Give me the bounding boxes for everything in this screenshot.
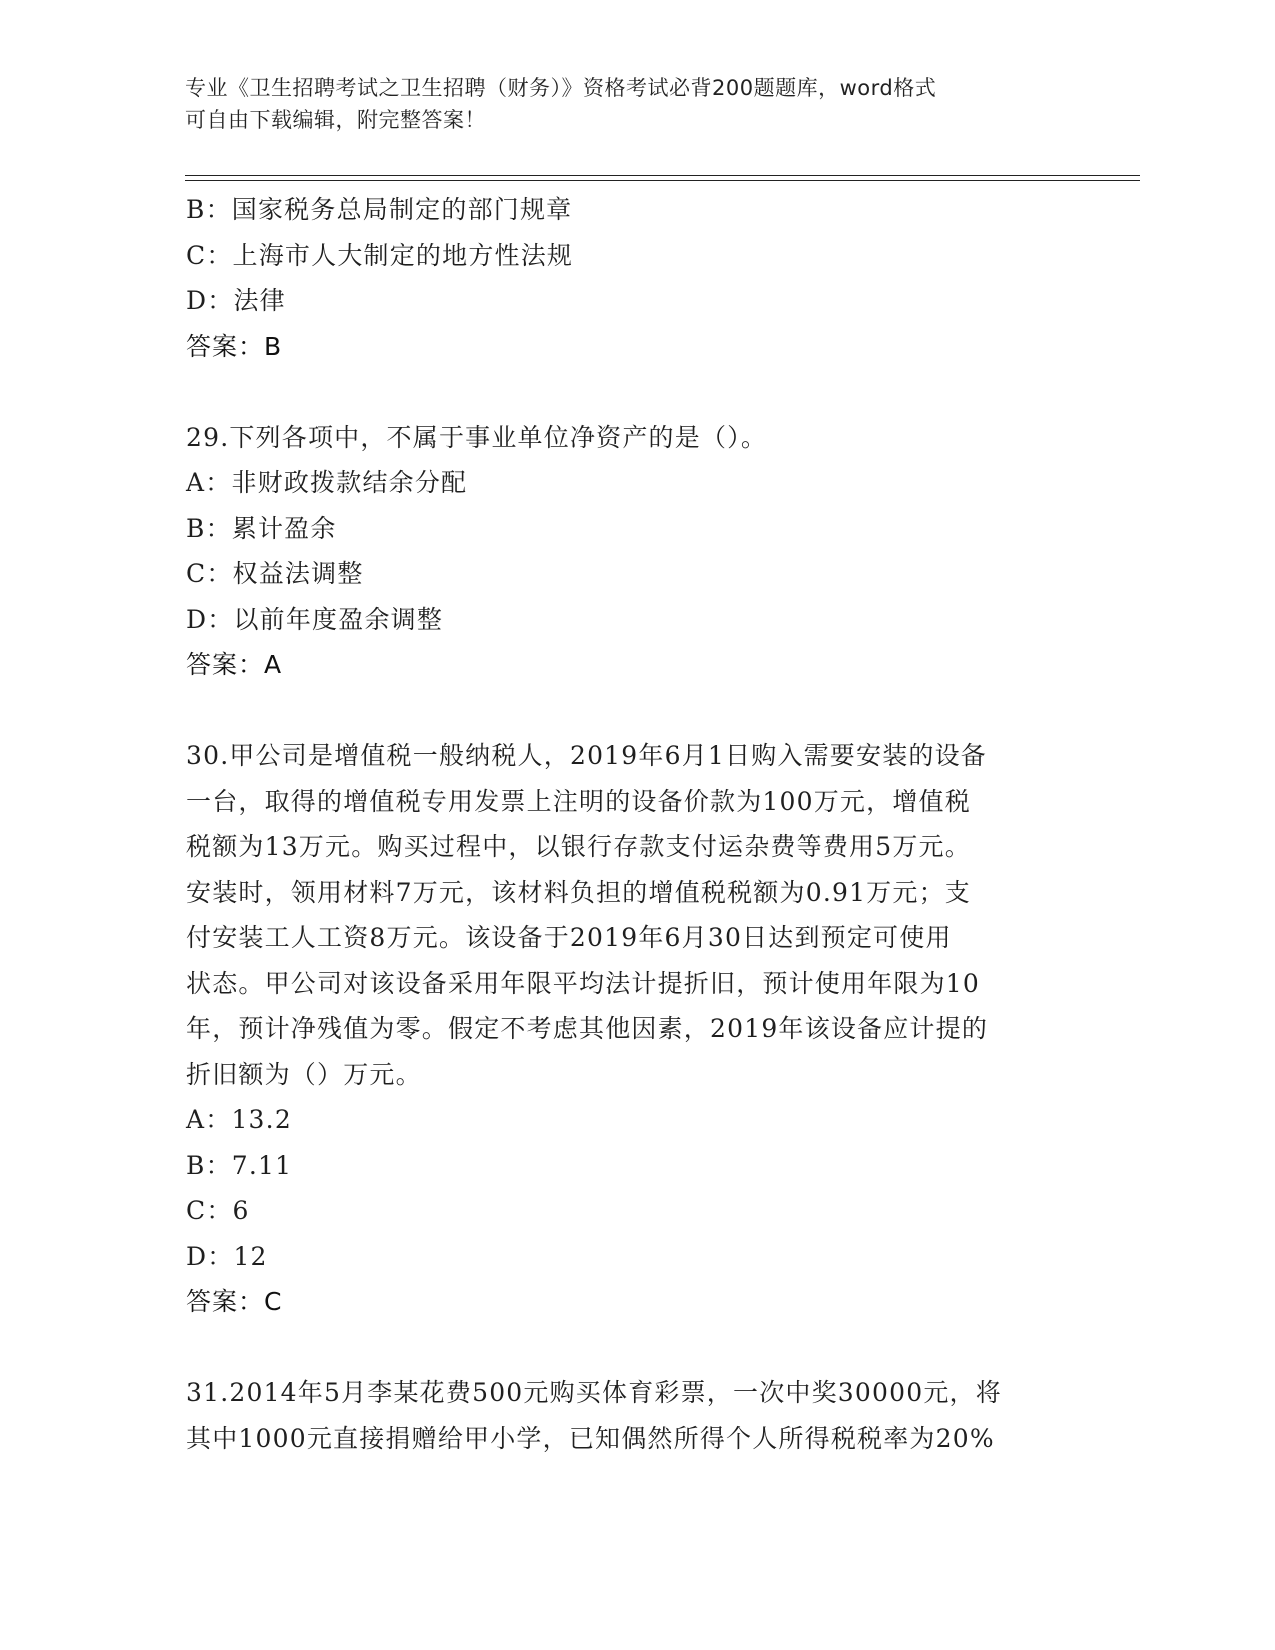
option-c: C：上海市人大制定的地方性法规: [186, 240, 574, 270]
header-rule-bottom: [185, 180, 1140, 181]
document-header: [185, 72, 1065, 136]
question-29: [186, 415, 1086, 688]
question-31: [186, 1370, 1086, 1461]
question-line: 年，预计净残值为零。假定不考虑其他因素，2019年该设备应计提的: [186, 1014, 989, 1043]
question-line: 折旧额为（）万元。: [186, 1059, 422, 1089]
question-28-tail: [186, 187, 1086, 369]
answer-label: 答案：A: [186, 650, 283, 679]
question-30: [186, 733, 1086, 1325]
question-text: 29.下列各项中，不属于事业单位净资产的是（）。: [186, 422, 768, 452]
question-line: 30.甲公司是增值税一般纳税人，2019年6月1日购入需要安装的设备: [186, 741, 987, 770]
header-title-line-1: 专业《卫生招聘考试之卫生招聘（财务）》资格考试必背200题题库，word格式: [185, 76, 937, 100]
question-line: 状态。甲公司对该设备采用年限平均法计提折旧，预计使用年限为10: [186, 968, 981, 998]
question-line: 付安装工人工资8万元。该设备于2019年6月30日达到预定可使用: [186, 923, 952, 952]
question-line: 一台，取得的增值税专用发票上注明的设备价款为100万元，增值税: [186, 786, 971, 816]
question-text: [186, 733, 1086, 1097]
question-line: 31.2014年5月李某花费500元购买体育彩票，一次中奖30000元，将: [186, 1378, 1002, 1407]
question-text: [186, 1370, 1086, 1461]
option-c: C：6: [186, 1196, 250, 1225]
option-a: A：非财政拨款结余分配: [186, 468, 468, 497]
option-b: B：7.11: [186, 1150, 293, 1180]
question-line: 安装时，领用材料7万元，该材料负担的增值税税额为0.91万元；支: [186, 877, 971, 907]
option-d: D：法律: [186, 286, 286, 315]
spacer: [186, 1325, 1086, 1371]
option-a: A：13.2: [186, 1105, 292, 1134]
question-line: 税额为13万元。购买过程中，以银行存款支付运杂费等费用5万元。: [186, 832, 971, 861]
header-rule-top: [185, 175, 1140, 176]
option-b: B：累计盈余: [186, 513, 337, 543]
question-line: 其中1000元直接捐赠给甲小学，已知偶然所得个人所得税税率为20%: [186, 1423, 995, 1453]
option-b: B：国家税务总局制定的部门规章: [186, 195, 573, 224]
option-d: D：以前年度盈余调整: [186, 604, 444, 634]
document-body: [186, 187, 1086, 1461]
option-c: C：权益法调整: [186, 559, 364, 588]
answer-label: 答案：C: [186, 1287, 283, 1316]
option-d: D：12: [186, 1241, 268, 1271]
header-title-line-2: 可自由下载编辑，附完整答案！: [185, 108, 486, 132]
spacer: [186, 369, 1086, 415]
spacer: [186, 688, 1086, 734]
answer-label: 答案：B: [186, 331, 283, 361]
